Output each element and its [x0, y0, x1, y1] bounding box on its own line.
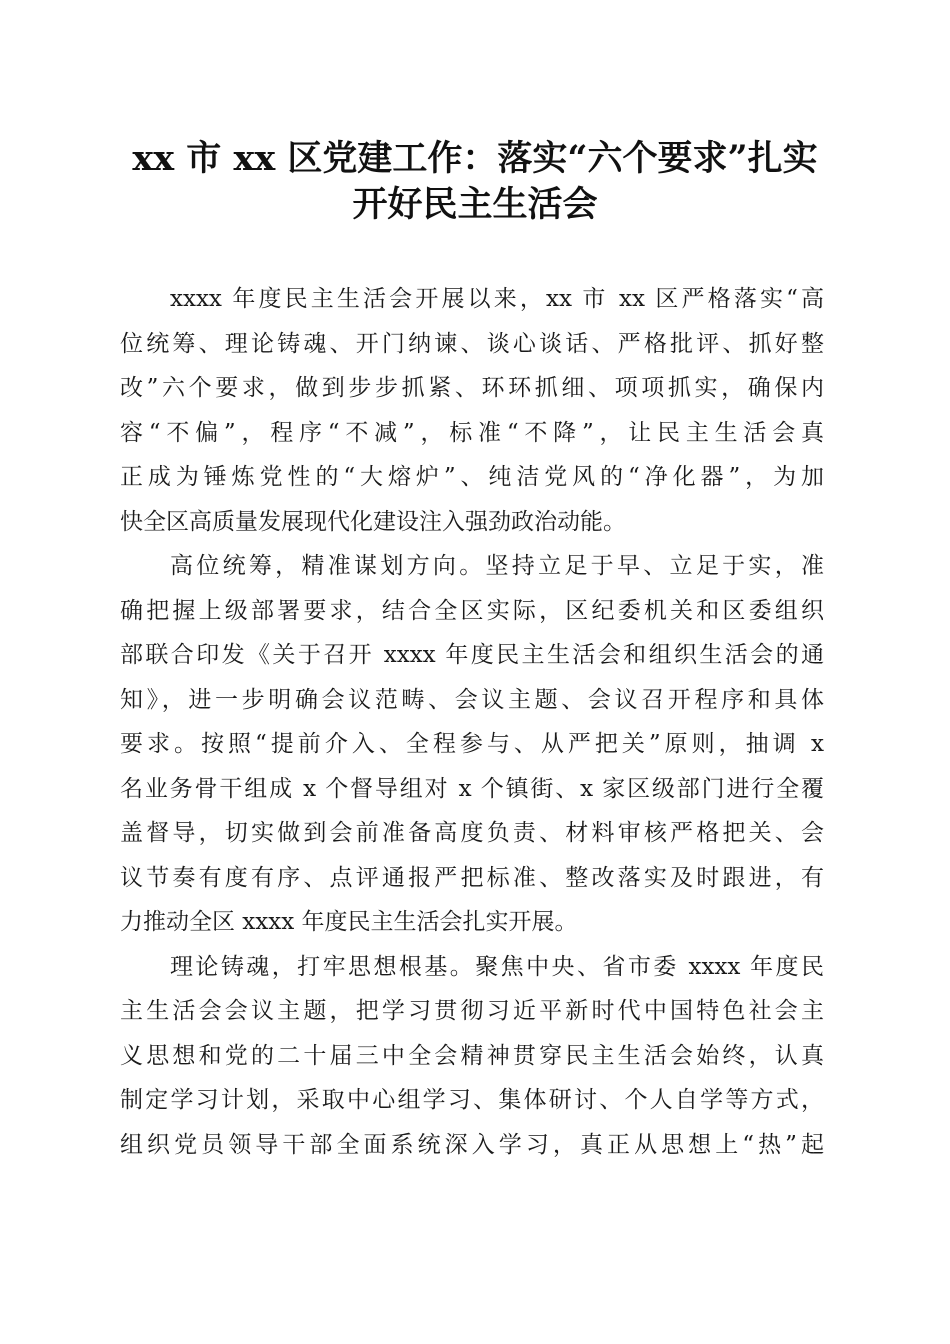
text-line: 正成为锤炼党性的“大熔炉”、纯洁党风的“净化器”，为加 [120, 464, 824, 490]
title-line-2: 开好民主生活会 [352, 184, 598, 225]
text-line: 主生活会会议主题，把学习贯彻习近平新时代中国特色社会主 [120, 998, 824, 1024]
text-line: 改”六个要求，做到步步抓紧、环环抓细、项项抓实，确保内 [120, 375, 824, 401]
text-line: 高位统筹，精准谋划方向。坚持立足于早、立足于实，准 [170, 553, 824, 579]
text-line: 知》，进一步明确会议范畴、会议主题、会议召开程序和具体 [120, 686, 824, 713]
text-line: 组织党员领导干部全面系统深入学习，真正从思想上“热”起 [120, 1131, 824, 1158]
text-line: 部联合印发《关于召开 xxxx 年度民主生活会和组织生活会的通 [120, 642, 824, 668]
text-line: 力推动全区 xxxx 年度民主生活会扎实开展。 [120, 909, 578, 935]
paragraph-theory [120, 945, 824, 1168]
text-line: 确把握上级部署要求，结合全区实际，区纪委机关和区委组织 [120, 597, 824, 624]
text-line: 位统筹、理论铸魂、开门纳谏、谈心谈话、严格批评、抓好整 [120, 330, 824, 357]
text-line: 要求。按照“提前介入、全程参与、从严把关”原则，抽调 x [120, 731, 824, 757]
paragraph-intro [120, 277, 824, 544]
text-line: 议节奏有度有序、点评通报严把标准、整改落实及时跟进，有 [120, 864, 824, 891]
text-line: 快全区高质量发展现代化建设注入强劲政治动能。 [120, 508, 626, 535]
title-line-1: xx 市 xx 区党建工作：落实“六个要求”扎实 [132, 138, 818, 179]
text-line: 义思想和党的二十届三中全会精神贯穿民主生活会始终，认真 [120, 1042, 824, 1069]
document-title [100, 136, 850, 228]
paragraph-overall-planning [120, 544, 824, 945]
text-line: 盖督导，切实做到会前准备高度负责、材料审核严格把关、会 [120, 820, 824, 846]
document-body [120, 277, 824, 1167]
text-line: 容“不偏”，程序“不减”，标准“不降”，让民主生活会真 [120, 419, 824, 446]
text-line: 名业务骨干组成 x 个督导组对 x 个镇街、x 家区级部门进行全覆 [120, 775, 824, 802]
text-line: 理论铸魂，打牢思想根基。聚焦中央、省市委 xxxx 年度民 [170, 953, 824, 980]
text-line: xxxx 年度民主生活会开展以来，xx 市 xx 区严格落实“高 [170, 286, 824, 312]
text-line: 制定学习计划，采取中心组学习、集体研讨、个人自学等方式， [120, 1087, 824, 1113]
